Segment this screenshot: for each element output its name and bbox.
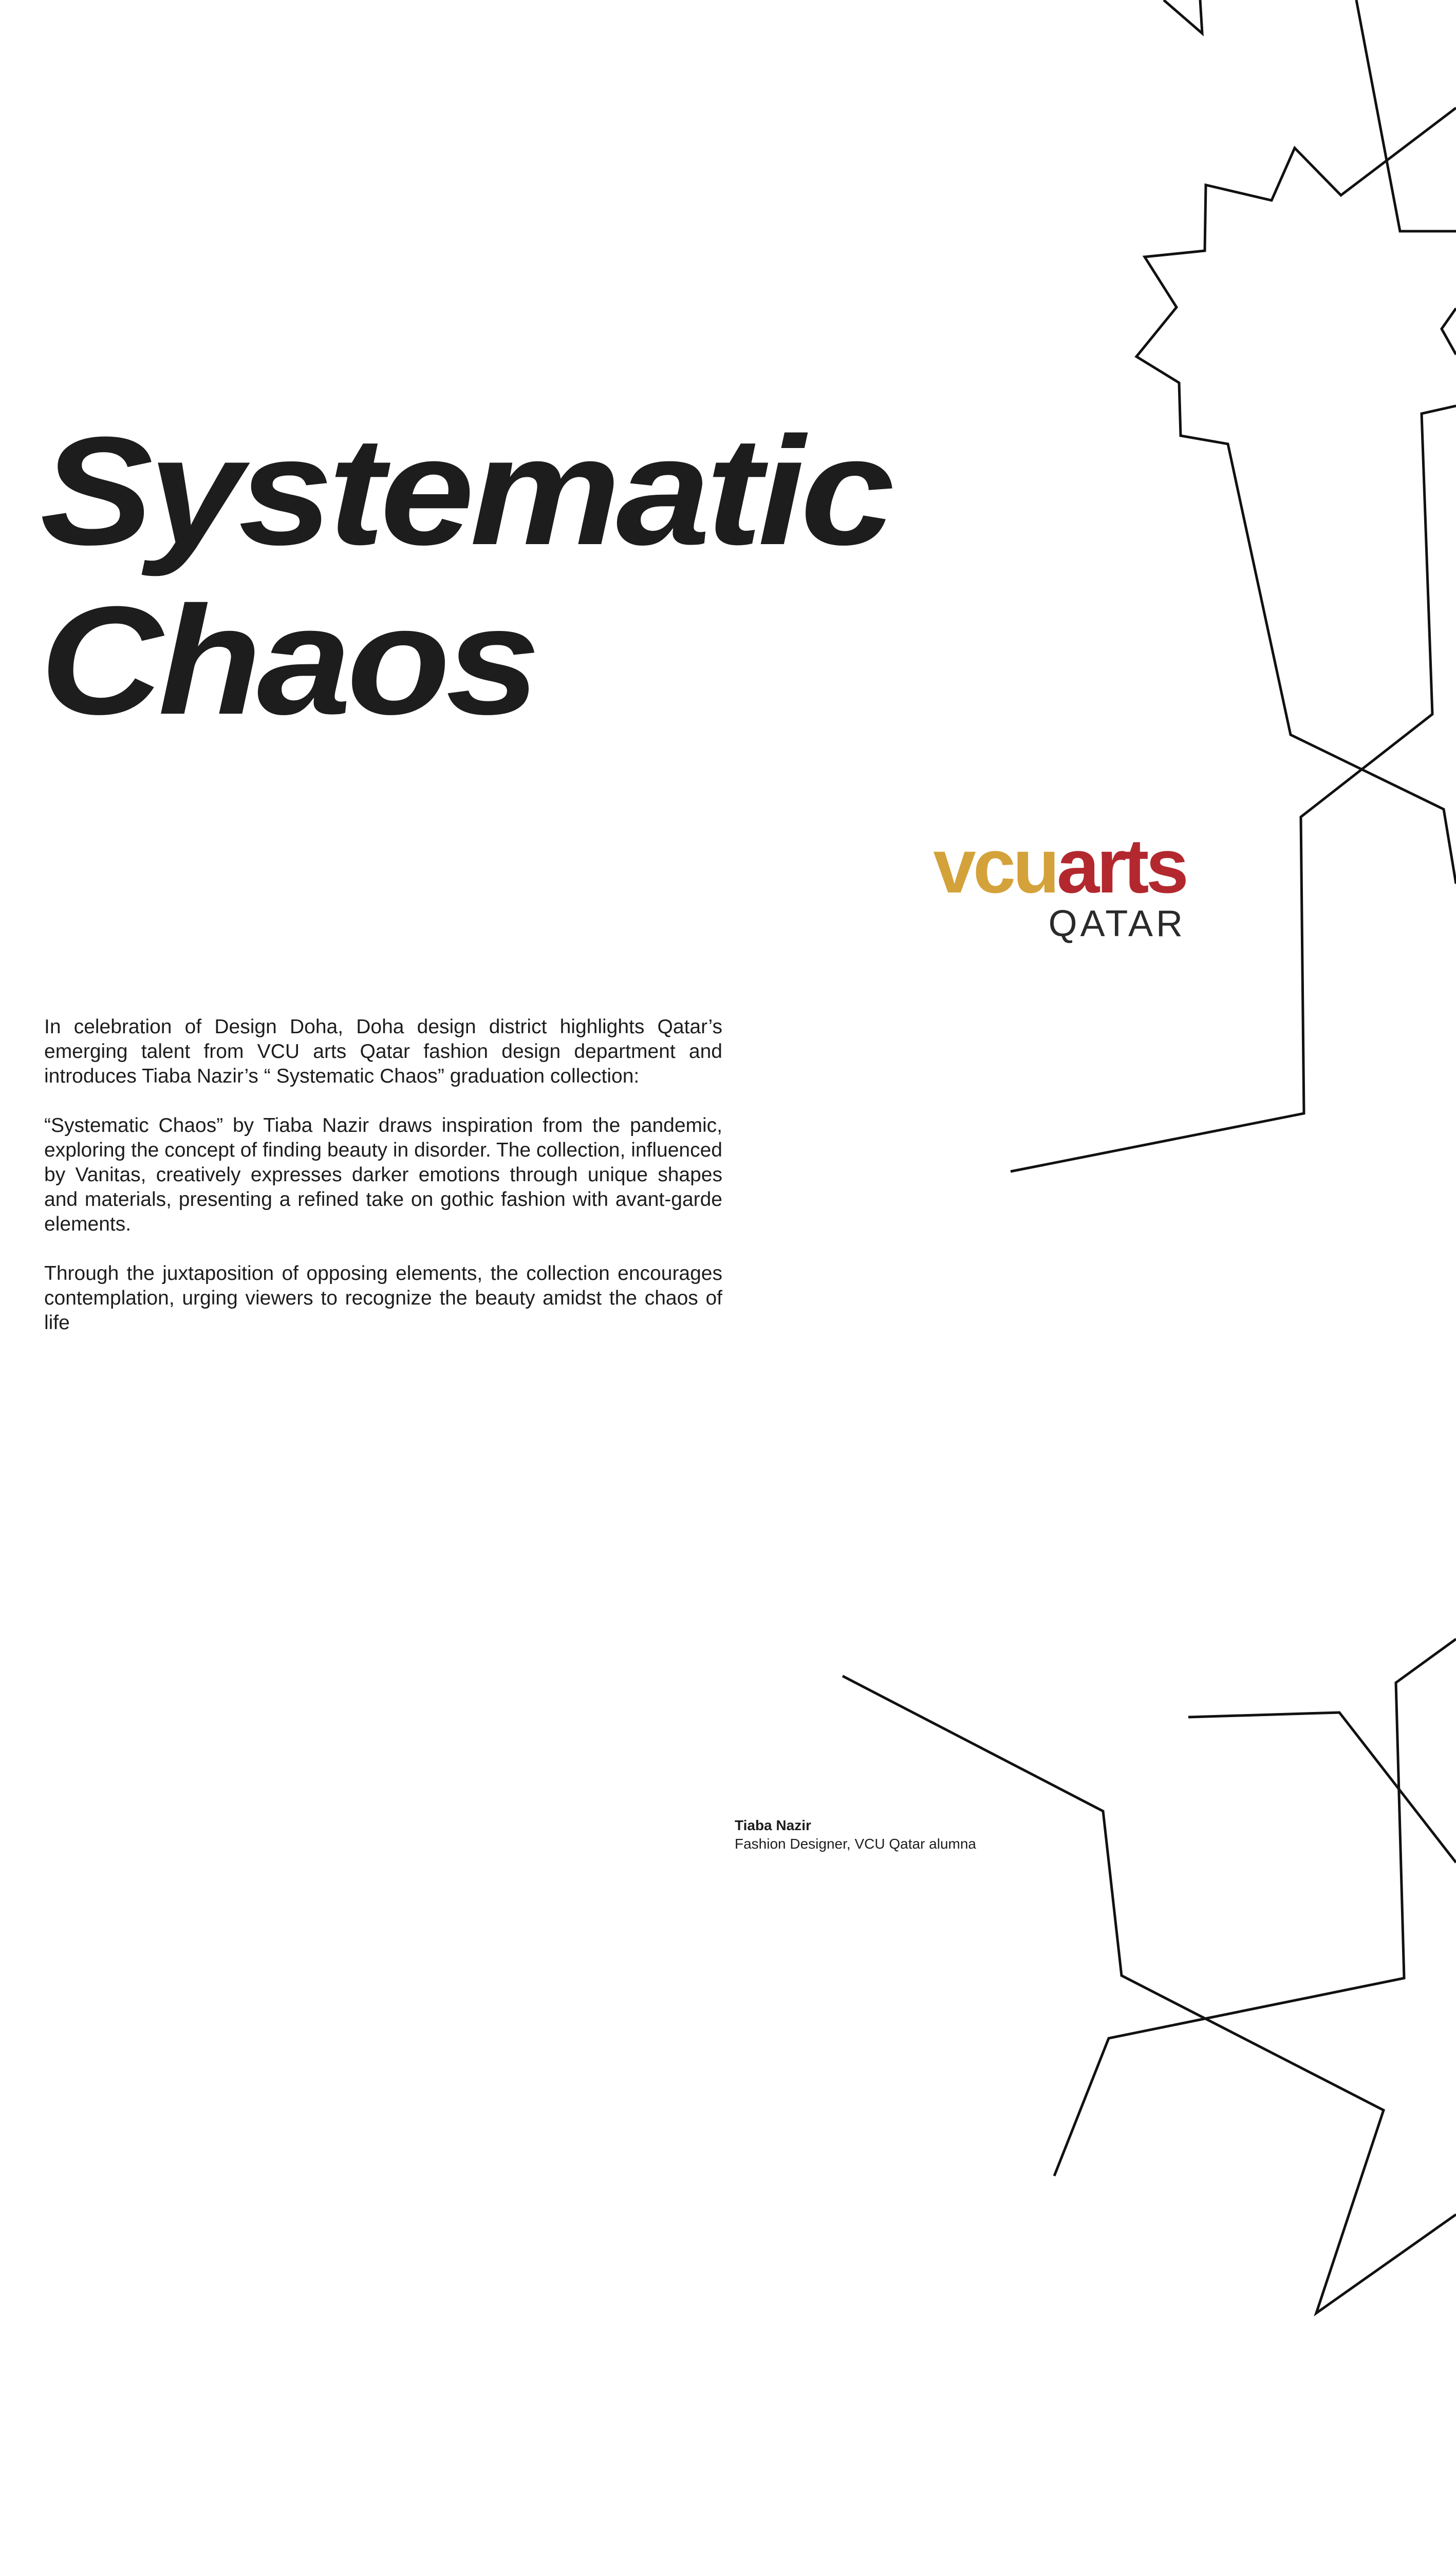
intro-text: [44, 1015, 722, 1360]
vcu-wordmark: vcu: [933, 823, 1057, 909]
title-line-2: Chaos: [40, 574, 536, 747]
line-art-top-right-vertical: [1356, 0, 1456, 231]
line-art-bottom-left-shape: [843, 1676, 1456, 2313]
intro-paragraph-1: In celebration of Design Doha, Doha design district highlights Qatar’s emerging talent from VCU arts Qatar fashion design department and introduces Tiaba Nazir’s “ Systematic Chaos” graduation collection:: [44, 1016, 722, 1087]
title-line-1: Systematic: [40, 404, 890, 577]
intro-paragraph-3: Through the juxtaposition of opposing elements, the collection encourages contemplation, urging viewers to recognize the beauty amidst the chaos of life: [44, 1262, 722, 1334]
designer-role: Fashion Designer, VCU Qatar alumna: [735, 1836, 976, 1852]
designer-credit: [735, 1816, 976, 1853]
intro-paragraph-2: “Systematic Chaos” by Tiaba Nazir draws inspiration from the pandemic, exploring the concept of finding beauty in disorder. The collection, influenced by Vanitas, creatively expresses darker emotions through unique shapes and materials, presenting a refined take on gothic fashion with avant-garde elements.: [44, 1114, 722, 1235]
line-art-top-left-fragment: [1164, 0, 1202, 33]
line-art-bottom-right-shape: [1188, 1712, 1456, 1863]
vcuarts-qatar-logo: [924, 823, 1186, 944]
arts-wordmark: arts: [1056, 823, 1186, 909]
line-art-top-right-notch: [1442, 308, 1456, 355]
line-art-top-spiky-shape: [1136, 108, 1456, 884]
vcuarts-wordmark: [924, 823, 1186, 909]
vcuarts-location: QATAR: [1048, 903, 1186, 944]
line-art-top-zigzag: [1011, 406, 1456, 1171]
designer-name: Tiaba Nazir: [735, 1817, 811, 1833]
